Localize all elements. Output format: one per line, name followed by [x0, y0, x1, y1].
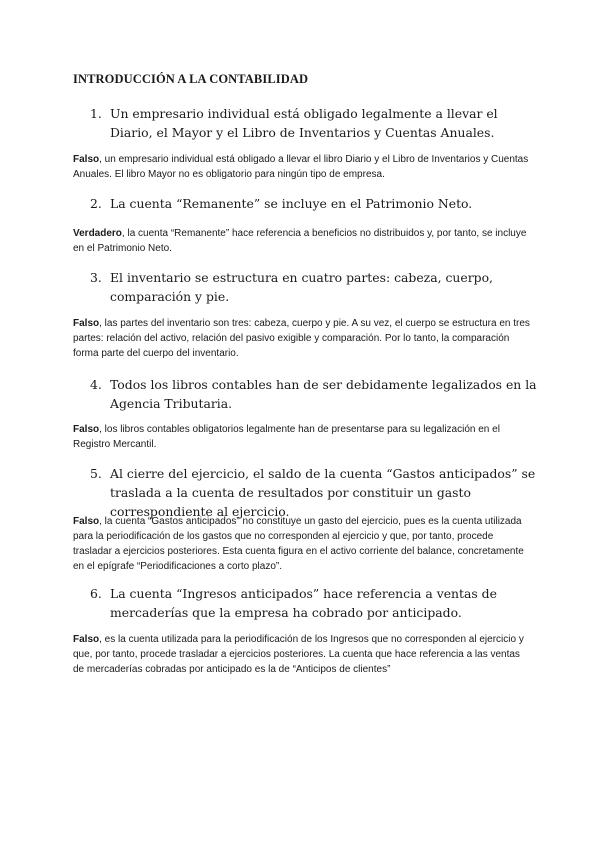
- answer-verdict: Falso: [73, 318, 100, 329]
- question-text: Un empresario individual está obligado legalmente a llevar el Diario, el Mayor y el Libro de Inventarios y Cuentas Anuales.: [110, 106, 498, 140]
- answer-explanation: , es la cuenta utilizada para la periodificación de los Ingresos que no corresponden al ejercicio y que, por tanto, procede trasladar a ejercicios posteriores. La cuenta que hace referencia a las ventas de mercaderías cobradas por anticipado es la de “Anticipos de clientes”: [73, 634, 524, 675]
- answer-verdict: Verdadero: [73, 228, 122, 239]
- answer-1: [73, 152, 533, 182]
- question-1: [90, 104, 540, 142]
- answer-explanation: , la cuenta “Gastos anticipados” no constituye un gasto del ejercicio, pues es la cuenta utilizada para la periodificación de los gastos que no corresponden al ejercicio y que, por tanto, procede trasladar a ejercicios posteriores. Esta cuenta figura en el activo corriente del balance, concretamente en el epígrafe “Periodificaciones a corto plazo”.: [73, 516, 524, 572]
- question-text: Todos los libros contables han de ser debidamente legalizados en la Agencia Tributaria.: [110, 377, 537, 411]
- question-6: [90, 584, 540, 622]
- answer-3: [73, 316, 533, 361]
- question-text: La cuenta “Ingresos anticipados” hace referencia a ventas de mercaderías que la empresa ha cobrado por anticipado.: [110, 586, 497, 620]
- answer-5: [73, 514, 533, 574]
- answer-explanation: , las partes del inventario son tres: cabeza, cuerpo y pie. A su vez, el cuerpo se estructura en tres partes: relación del activo, relación del pasivo exigible y comparación. Por lo tanto, la comparación forma parte del cuerpo del inventario.: [73, 318, 530, 359]
- question-text: Al cierre del ejercicio, el saldo de la cuenta “Gastos anticipados” se traslada a la cuenta de resultados por constituir un gasto correspondiente al ejercicio.: [110, 466, 536, 519]
- question-number: 3.: [90, 270, 102, 285]
- question-number: 2.: [90, 196, 102, 211]
- answer-4: [73, 422, 533, 452]
- question-4: [90, 375, 540, 413]
- question-5: [90, 464, 540, 521]
- question-2: [90, 194, 540, 213]
- question-number: 5.: [90, 466, 102, 481]
- answer-verdict: Falso: [73, 424, 100, 435]
- question-number: 1.: [90, 106, 102, 121]
- answer-explanation: , la cuenta “Remanente” hace referencia a beneficios no distribuidos y, por tanto, se incluye en el Patrimonio Neto.: [73, 228, 527, 254]
- question-number: 6.: [90, 586, 102, 601]
- answer-6: [73, 632, 533, 677]
- question-number: 4.: [90, 377, 102, 392]
- answer-2: [73, 226, 533, 256]
- question-text: La cuenta “Remanente” se incluye en el Patrimonio Neto.: [110, 196, 473, 211]
- answer-explanation: , un empresario individual está obligado a llevar el libro Diario y el Libro de Inventarios y Cuentas Anuales. El libro Mayor no es obligatorio para ningún tipo de empresa.: [73, 154, 529, 180]
- document-title: INTRODUCCIÓN A LA CONTABILIDAD: [73, 72, 309, 86]
- question-text: El inventario se estructura en cuatro partes: cabeza, cuerpo, comparación y pie.: [110, 270, 493, 304]
- question-3: [90, 268, 540, 306]
- answer-verdict: Falso: [73, 634, 100, 645]
- answer-explanation: , los libros contables obligatorios legalmente han de presentarse para su legalización en el Registro Mercantil.: [73, 424, 500, 450]
- answer-verdict: Falso: [73, 516, 100, 527]
- answer-verdict: Falso: [73, 154, 100, 165]
